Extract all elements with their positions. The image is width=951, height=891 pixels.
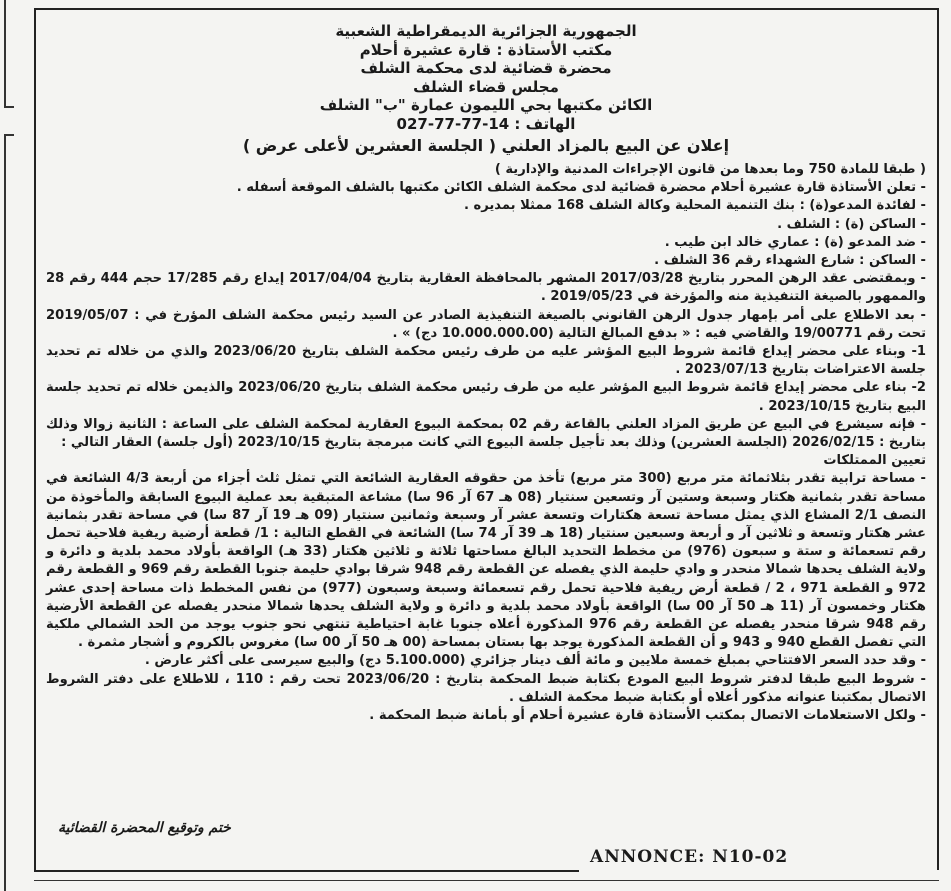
annonce-number: ANNONCE: N10-02 [590, 847, 789, 867]
margin-line [4, 0, 6, 108]
opening-price: - وقد حدد السعر الافتتاحي بمبلغ خمسة ملايين و مائة ألف دينار جزائري (5.100.000 دج) والبيع سيرسى على أكثر عارض . [144, 653, 926, 669]
sale-session: 2- بناء على محضر إيداع قائمة شروط البيع المؤشر عليه من طرف رئيس محكمة الشلف بتاريخ 2023/06/20 والذيمن خلاله تم تحديد جلسة البيع بتاريخ 2023/10/15 . [46, 380, 926, 414]
margin-line [4, 106, 14, 108]
page-bottom-rule [34, 880, 939, 881]
header-bailiff: محضرة قضائية لدى محكمة الشلف [360, 59, 612, 77]
debtor-address: - الساكن : شارع الشهداء رقم 36 الشلف . [654, 253, 926, 269]
header-address: الكائن مكتبها بحي الليمون عمارة "ب" الشلف [319, 96, 653, 114]
margin-line [4, 134, 14, 136]
header-phone: الهاتف : 14-77-77-027 [396, 114, 576, 133]
contact-info: - ولكل الاستعلامات الاتصال بمكتب الأستاذة قارة عشيرة أحلام أو بأمانة ضبط المحكمة . [369, 708, 926, 724]
frame-bottom-border [34, 870, 579, 872]
notice-title: إعلان عن البيع بالمزاد العلني ( الجلسة العشرين لأعلى عرض ) [242, 136, 730, 155]
left-margin-lines [0, 0, 14, 891]
header-office: مكتب الأستاذة : قارة عشيرة أحلام [359, 40, 613, 59]
margin-line [4, 134, 6, 891]
beneficiary: - لفائدة المدعو(ة) : بنك التنمية المحلية وكالة الشلف 168 ممثلا بمديره . [463, 198, 926, 214]
announcement-intro: - تعلن الأستاذة قارة عشيرة أحلام محضرة قضائية لدى محكمة الشلف الكائن مكتبها بالشلف الموقعة أسفله . [236, 180, 926, 196]
debtor: - ضد المدعو (ة) : عماري خالد ابن طيب . [664, 234, 926, 250]
header-court: مجلس قضاء الشلف [413, 77, 559, 96]
beneficiary-address: - الساكن (ة) : الشلف . [777, 216, 926, 232]
mortgage-contract: - وبمقتضى عقد الرهن المحرر بتاريخ 2017/03/28 المشهر بالمحافظة العقارية بتاريخ 2017/04/04 إيداع رقم 17/285 حجم 444 رقم 28 والممهور بالصيغة التنفيذية منه والمؤرخة في 2019/05/23 . [46, 271, 926, 305]
header-republic: الجمهورية الجزائرية الديمقراطية الشعبية [335, 22, 637, 40]
sale-conditions: - شروط البيع طبقا لدفتر شروط البيع المودع بكتابة ضبط المحكمة بتاريخ : 2023/06/20 تحت رقم : 110 ، للاطلاع على دفتر الشروط الاتصال بمكتبنا عنوانه مذكور أعلاه أو بكتابة ضبط محكمة الشلف . [46, 671, 926, 705]
signature-stamp: ختم وتوقيع المحضرة القضائية [58, 820, 231, 836]
court-order: - بعد الاطلاع على أمر بإمهار جدول الرهن القانوني بالصيغة التنفيذية الصادر عن السيد رئيس محكمة الشلف المؤرخ في : 2019/05/07 تحت رقم 19/00771 والقاضي فيه : « بدفع المبالغ التالية (10.000.000.00 دج) » . [46, 307, 926, 341]
property-description: - مساحة ترابية تقدر بثلاثمائة متر مربع (300 متر مربع) تأخذ من حقوقه العقارية الشائعة التي تمثل ثلث أجزاء من أربعة 4/3 الشائعة في مساحة تقدر بثمانية هكتار وسبعة وستين آر وتسعين سنتيار (08 هـ 67 آر 96 سا) مشاعة المتبقية بعد عملية البيوع السابقة والمأخوذة من النصف 2/1 المشاع الذي يمثل مساحة تسعة هكتارات وتسعة عشر آر وسبعة وثمانين سنتيار (09 هـ 19 آر 87 سا) في مساحة تقدر بثمانية عشر هكتار وتسعة و ثلاثين آر و أربعة وسبعين سنتيار (18 هـ 39 آر 74 سا) الشائعة في القطع التالية : 1/ قطعة أرضية ريفية فلاحية تحمل رقم تسعمائة و ستة و سبعون (976) من مخطط التحديد البالغ مساحتها ثلاثة و ثلاثين هكتار (33 هـ) الواقعة بأولاد محمد بلدية و دائرة و ولاية الشلف يحدها شمالا منحدر و وادي حليمة الذي يفصله عن القطعة رقم 948 شرقا بوادي حليمة جنوبا القطعة رقم 969 و القطعة رقم 972 و القطعة 971 ، 2 / قطعة أرض ريفية فلاحية تحمل رقم تسعمائة وسبعة وسبعون (977) من نفس المخطط ذات مساحة إحدى عشر هكتار وخمسون آر (11 هـ 50 آر 00 سا) الواقعة بأولاد محمد بلدية و دائرة و ولاية الشلف يحدها شمالا منحدر يفصله عن القطعة الأرضية رقم 948 شرقا منحدر يفصله عن القطعة رقم 976 المذكورة أعلاه جنوبا غابة احتياطية تنتهي نحو جنوب يوجد من الحد الشمالي ملكية التي تفصل القطع 940 و 943 و أن القطعة المذكورة يوجد بها بستان بمساحة (00 هـ 50 آر 00 سا) مغروس بالكروم و أشجار مثمرة . [46, 471, 927, 651]
objections-session: 1- وبناء على محضر إيداع قائمة شروط البيع المؤشر عليه من طرف رئيس محكمة الشلف بتاريخ 2023/06/20 والذي من خلاله تم تحديد جلسة الاعتراضات بتاريخ 2023/07/13 . [46, 344, 927, 378]
auction-date: - فإنه سيشرع في البيع عن طريق المزاد العلني بالقاعة رقم 02 بمحكمة البيوع العقارية لمحكمة الشلف على الساعة : الثانية زوالا وذلك بتاريخ : 2026/02/15 (الجلسة العشرين) وذلك بعد تأجيل جلسة البيوع التي كانت مبرمجة بتاريخ 2023/10/15 (أول جلسة) العقار التالي : [46, 416, 926, 451]
notice-content [46, 22, 926, 725]
property-heading: تعيين الممتلكات [823, 453, 926, 469]
legal-basis: ( طبقا للمادة 750 وما بعدها من قانون الإجراءات المدنية والإدارية ) [494, 162, 926, 177]
